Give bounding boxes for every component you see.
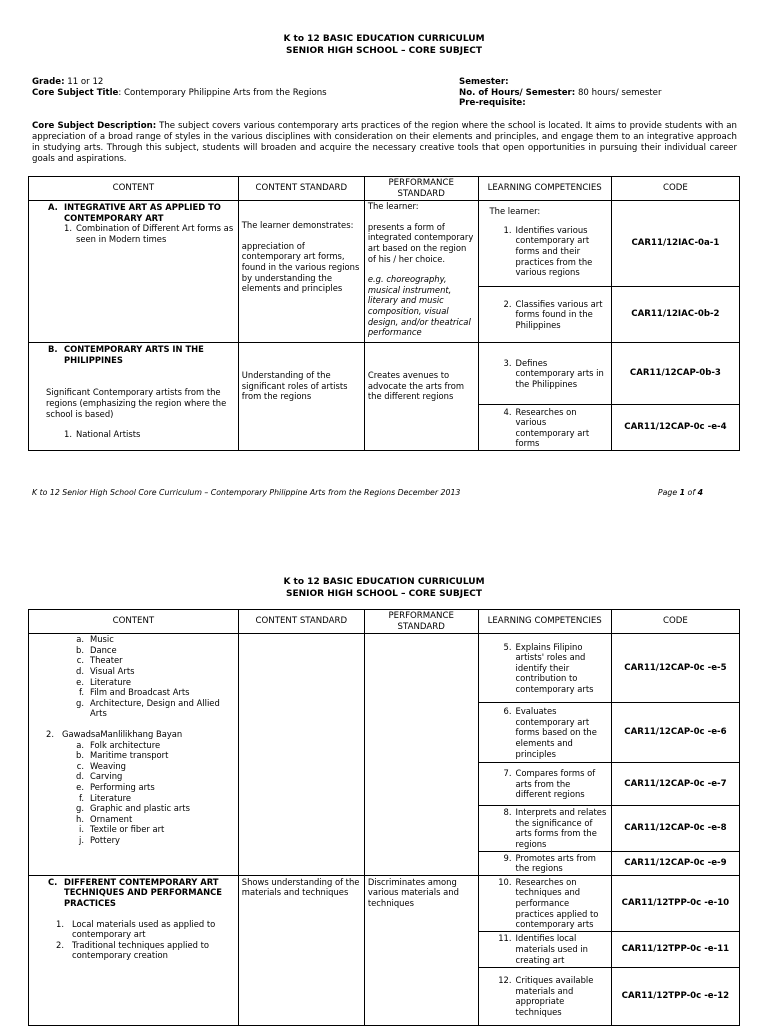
col-code: CODE: [611, 177, 739, 201]
performance-standard-a: [364, 201, 478, 343]
code-cell: CAR11/12CAP-0c -e-9: [611, 851, 739, 875]
prereq-label: Pre-requisite:: [459, 98, 526, 108]
list-marker: i.: [79, 824, 84, 835]
content-item: National Artists: [76, 429, 141, 440]
semester-label: Semester:: [459, 77, 509, 87]
list-marker: j.: [79, 834, 84, 845]
page-number: [658, 488, 703, 498]
item-marker: 2.: [46, 728, 54, 739]
page-header: [0, 33, 768, 57]
list-marker: f.: [78, 792, 84, 803]
list-item: [70, 803, 235, 814]
footer-text: K to 12 Senior High School Core Curriculum – Contemporary Philippine Arts from the Regions December 2013: [32, 488, 461, 497]
content-section-c: [29, 875, 239, 1025]
list-item: [70, 677, 235, 688]
competency-cell: [478, 634, 611, 703]
list-item: [70, 782, 235, 793]
col-learning-competencies: LEARNING COMPETENCIES: [478, 177, 611, 201]
list-item: [70, 771, 235, 782]
list-marker: e.: [76, 676, 84, 687]
lc-text: Explains Filipino artists' roles and identify their contribution to contemporary arts: [515, 641, 594, 695]
content-item: Local materials used as applied to contemporary art: [72, 918, 216, 940]
table-row: [29, 875, 740, 931]
section-b-title: CONTEMPORARY ARTS IN THE PHILIPPINES: [64, 344, 204, 365]
list-marker: c.: [76, 760, 84, 771]
list-item: [70, 687, 235, 698]
item-marker: 2.: [56, 939, 64, 950]
code-cell: CAR11/12TPP-0c -e-12: [611, 967, 739, 1025]
code-cell: CAR11/12CAP-0c -e-4: [611, 405, 739, 451]
col-content: CONTENT: [29, 177, 239, 201]
code-cell: CAR11/12TPP-0c -e-10: [611, 875, 739, 931]
list-marker: d.: [76, 771, 84, 782]
list-text: Weaving: [90, 760, 126, 771]
item-marker: 1.: [56, 918, 64, 929]
section-marker: B.: [48, 344, 58, 355]
list-text: Carving: [90, 771, 123, 782]
list-text: Performing arts: [90, 781, 155, 792]
list-item: [70, 666, 235, 677]
table-row: [29, 201, 740, 287]
list-text: Visual Arts: [90, 665, 135, 676]
content-item: Combination of Different Art forms as seen in Modern times: [76, 223, 234, 244]
list-text: Music: [90, 634, 114, 645]
meta-right: [459, 77, 662, 109]
page-header: [0, 576, 768, 600]
list-marker: d.: [76, 665, 84, 676]
list-text: Literature: [90, 676, 132, 687]
code-cell: CAR11/12TPP-0c -e-11: [611, 931, 739, 967]
item-marker: 1.: [64, 429, 72, 440]
meta-left: [32, 77, 327, 98]
cs-a-intro: The learner demonstrates:: [241, 220, 354, 231]
list-marker: b.: [76, 644, 84, 655]
table-row: [29, 343, 740, 405]
competency-cell: [478, 763, 611, 806]
competency-cell: [478, 287, 611, 343]
code-cell: CAR11/12CAP-0c -e-7: [611, 763, 739, 806]
competency-cell: [478, 875, 611, 931]
col-content-standard: CONTENT STANDARD: [238, 177, 364, 201]
lc-text: Identifies local materials used in creating art: [515, 933, 588, 965]
lc-text: Evaluates contemporary art forms based on the elements and principles: [515, 706, 597, 759]
list-item: [70, 740, 235, 751]
header-line-2: SENIOR HIGH SCHOOL – CORE SUBJECT: [286, 46, 482, 56]
list-text: Folk architecture: [90, 739, 161, 750]
list-text: Ornament: [90, 813, 133, 824]
list-item: [70, 835, 235, 846]
national-artists-list: [32, 634, 235, 719]
list-item: [70, 824, 235, 835]
list-text: Graphic and plastic arts: [90, 803, 190, 814]
competency-cell: [478, 405, 611, 451]
table-header-row: [29, 610, 740, 634]
list-item: [70, 750, 235, 761]
list-marker: g.: [76, 803, 84, 814]
curriculum-table-2: [28, 609, 740, 1026]
lc-number: 7.: [503, 768, 512, 779]
lc-text: Identifies various contemporary art forms and their practices from the various regions: [515, 224, 593, 278]
content-standard-a: [238, 201, 364, 343]
performance-standard-b: [364, 343, 478, 451]
code-cell: CAR11/12IAC-0b-2: [611, 287, 739, 343]
lc-number: 12.: [498, 975, 512, 986]
list-item: [70, 634, 235, 645]
col-code: CODE: [611, 610, 739, 634]
section-a-title: INTEGRATIVE ART AS APPLIED TO CONTEMPORARY ART: [64, 202, 221, 223]
list-item: [70, 761, 235, 772]
content-standard-c: Shows understanding of the materials and techniques: [238, 875, 364, 1025]
section-b-paragraph: Significant Contemporary artists from the regions (emphasizing the region where the school is based): [46, 387, 227, 419]
competency-cell: [478, 931, 611, 967]
content-item: GawadsaManlilikhang Bayan: [62, 728, 183, 739]
code-cell: CAR11/12CAP-0c -e-6: [611, 703, 739, 763]
ps-a-examples: e.g. choreography, musical instrument, literary and music composition, visual design, and/or theatrical performance: [367, 274, 471, 338]
lc-number: 10.: [498, 876, 512, 887]
lc-number: 1.: [503, 224, 512, 235]
page-footer: [32, 488, 737, 498]
header-line-1: K to 12 BASIC EDUCATION CURRICULUM: [283, 577, 485, 587]
list-text: Textile or fiber art: [90, 824, 165, 835]
ps-a-intro: The learner:: [367, 201, 419, 212]
list-item: [70, 698, 235, 719]
list-item: [70, 814, 235, 825]
col-content: CONTENT: [29, 610, 239, 634]
list-marker: b.: [76, 750, 84, 761]
list-marker: c.: [76, 655, 84, 666]
list-marker: a.: [76, 634, 84, 645]
col-performance-standard: PERFORMANCE STANDARD: [364, 177, 478, 201]
lc-number: 11.: [498, 933, 512, 944]
lc-number: 5.: [503, 641, 512, 652]
content-section-a: [29, 201, 239, 343]
list-text: Architecture, Design and Allied Arts: [90, 697, 220, 719]
description-label: Core Subject Description:: [32, 121, 157, 131]
list-text: Maritime transport: [90, 750, 169, 761]
list-marker: f.: [78, 687, 84, 698]
lc-number: 2.: [503, 298, 512, 309]
competency-cell: [478, 201, 611, 287]
grade-label: Grade:: [32, 77, 65, 87]
competency-cell: [478, 851, 611, 875]
list-text: Literature: [90, 792, 132, 803]
header-line-1: K to 12 BASIC EDUCATION CURRICULUM: [283, 34, 485, 44]
content-standard-b: [238, 343, 364, 451]
content-continued: [29, 634, 239, 876]
table-header-row: [29, 177, 740, 201]
col-content-standard: CONTENT STANDARD: [238, 610, 364, 634]
lc-number: 4.: [503, 406, 512, 417]
title-label: Core Subject Title: [32, 87, 119, 98]
list-item: [70, 655, 235, 666]
list-item: [70, 793, 235, 804]
list-text: Film and Broadcast Arts: [90, 687, 190, 698]
subject-description: [32, 121, 737, 165]
lc-number: 6.: [503, 706, 512, 717]
lc-number: 9.: [503, 852, 512, 863]
curriculum-table-1: [28, 176, 740, 451]
lc-number: 3.: [503, 357, 512, 368]
list-marker: e.: [76, 781, 84, 792]
competency-cell: [478, 806, 611, 851]
item-marker: 1.: [64, 223, 72, 234]
competency-cell: [478, 703, 611, 763]
description-text: The subject covers various contemporary arts practices of the region where the school is located. It aims to provide students with an appreciation of a broad range of styles in the various disciplines with consideration on their elements and principles, and engage them to an integrative approach in studying arts. Through this subject, students will broaden and acquire the necessary creative tools that open opportunities in pursuing their individual career goals and aspirations.: [32, 121, 737, 164]
competency-cell: [478, 343, 611, 405]
lc-text: Promotes arts from the regions: [515, 852, 596, 874]
ps-b-text: Creates avenues to advocate the arts from the different regions: [367, 370, 465, 402]
list-marker: h.: [76, 813, 84, 824]
cs-b-text: Understanding of the significant roles of artists from the regions: [241, 370, 348, 402]
competency-cell: [478, 967, 611, 1025]
table-row: [29, 634, 740, 703]
hours-label: No. of Hours/ Semester:: [459, 87, 576, 98]
list-marker: a.: [76, 739, 84, 750]
content-standard-empty: [238, 634, 364, 876]
footer-page-word: Page: [657, 488, 680, 497]
list-marker: g.: [76, 697, 84, 708]
lc-number: 8.: [503, 807, 512, 818]
code-cell: CAR11/12IAC-0a-1: [611, 201, 739, 287]
hours-value: 80 hours/ semester: [577, 87, 662, 98]
footer-page-total: 4: [697, 488, 703, 497]
lc-text: Critiques available materials and appropriate techniques: [515, 975, 594, 1017]
section-marker: C.: [48, 876, 58, 887]
footer-page-num: 1: [679, 488, 686, 497]
title-value: : Contemporary Philippine Arts from the Regions: [118, 87, 327, 98]
lc-text: Compares forms of arts from the different regions: [515, 768, 596, 800]
grade-value: 11 or 12: [67, 77, 104, 87]
cs-a-text: appreciation of contemporary art forms, found in the various regions by understanding the elements and principles: [241, 240, 360, 294]
ps-a-text: presents a form of integrated contemporary art based on the region of his / her choice.: [367, 221, 474, 264]
col-performance-standard: PERFORMANCE STANDARD: [364, 610, 478, 634]
list-text: Dance: [90, 644, 117, 655]
footer-of: of: [685, 488, 698, 497]
performance-standard-c: Discriminates among various materials and techniques: [364, 875, 478, 1025]
lc-text: Classifies various art forms found in the Philippines: [515, 298, 603, 330]
list-text: Theater: [90, 655, 123, 666]
lc-intro: The learner:: [489, 206, 541, 217]
lc-text: Defines contemporary arts in the Philippines: [515, 357, 604, 389]
list-item: [70, 645, 235, 656]
content-item: Traditional techniques applied to contemporary creation: [72, 939, 210, 961]
gamaba-list: [32, 740, 235, 846]
header-line-2: SENIOR HIGH SCHOOL – CORE SUBJECT: [286, 589, 482, 599]
content-section-b: [29, 343, 239, 451]
list-text: Pottery: [90, 834, 120, 845]
section-marker: A.: [48, 202, 58, 213]
code-cell: CAR11/12CAP-0b-3: [611, 343, 739, 405]
lc-text: Researches on techniques and performance practices applied to contemporary arts: [515, 876, 599, 930]
page-2: [0, 570, 768, 1024]
performance-standard-empty: [364, 634, 478, 876]
lc-text: Researches on various contemporary art forms: [515, 406, 590, 449]
col-learning-competencies: LEARNING COMPETENCIES: [478, 610, 611, 634]
code-cell: CAR11/12CAP-0c -e-8: [611, 806, 739, 851]
lc-text: Interprets and relates the significance of arts forms from the regions: [515, 807, 607, 849]
code-cell: CAR11/12CAP-0c -e-5: [611, 634, 739, 703]
section-c-title: DIFFERENT CONTEMPORARY ART TECHNIQUES AND PERFORMANCE PRACTICES: [64, 876, 222, 908]
